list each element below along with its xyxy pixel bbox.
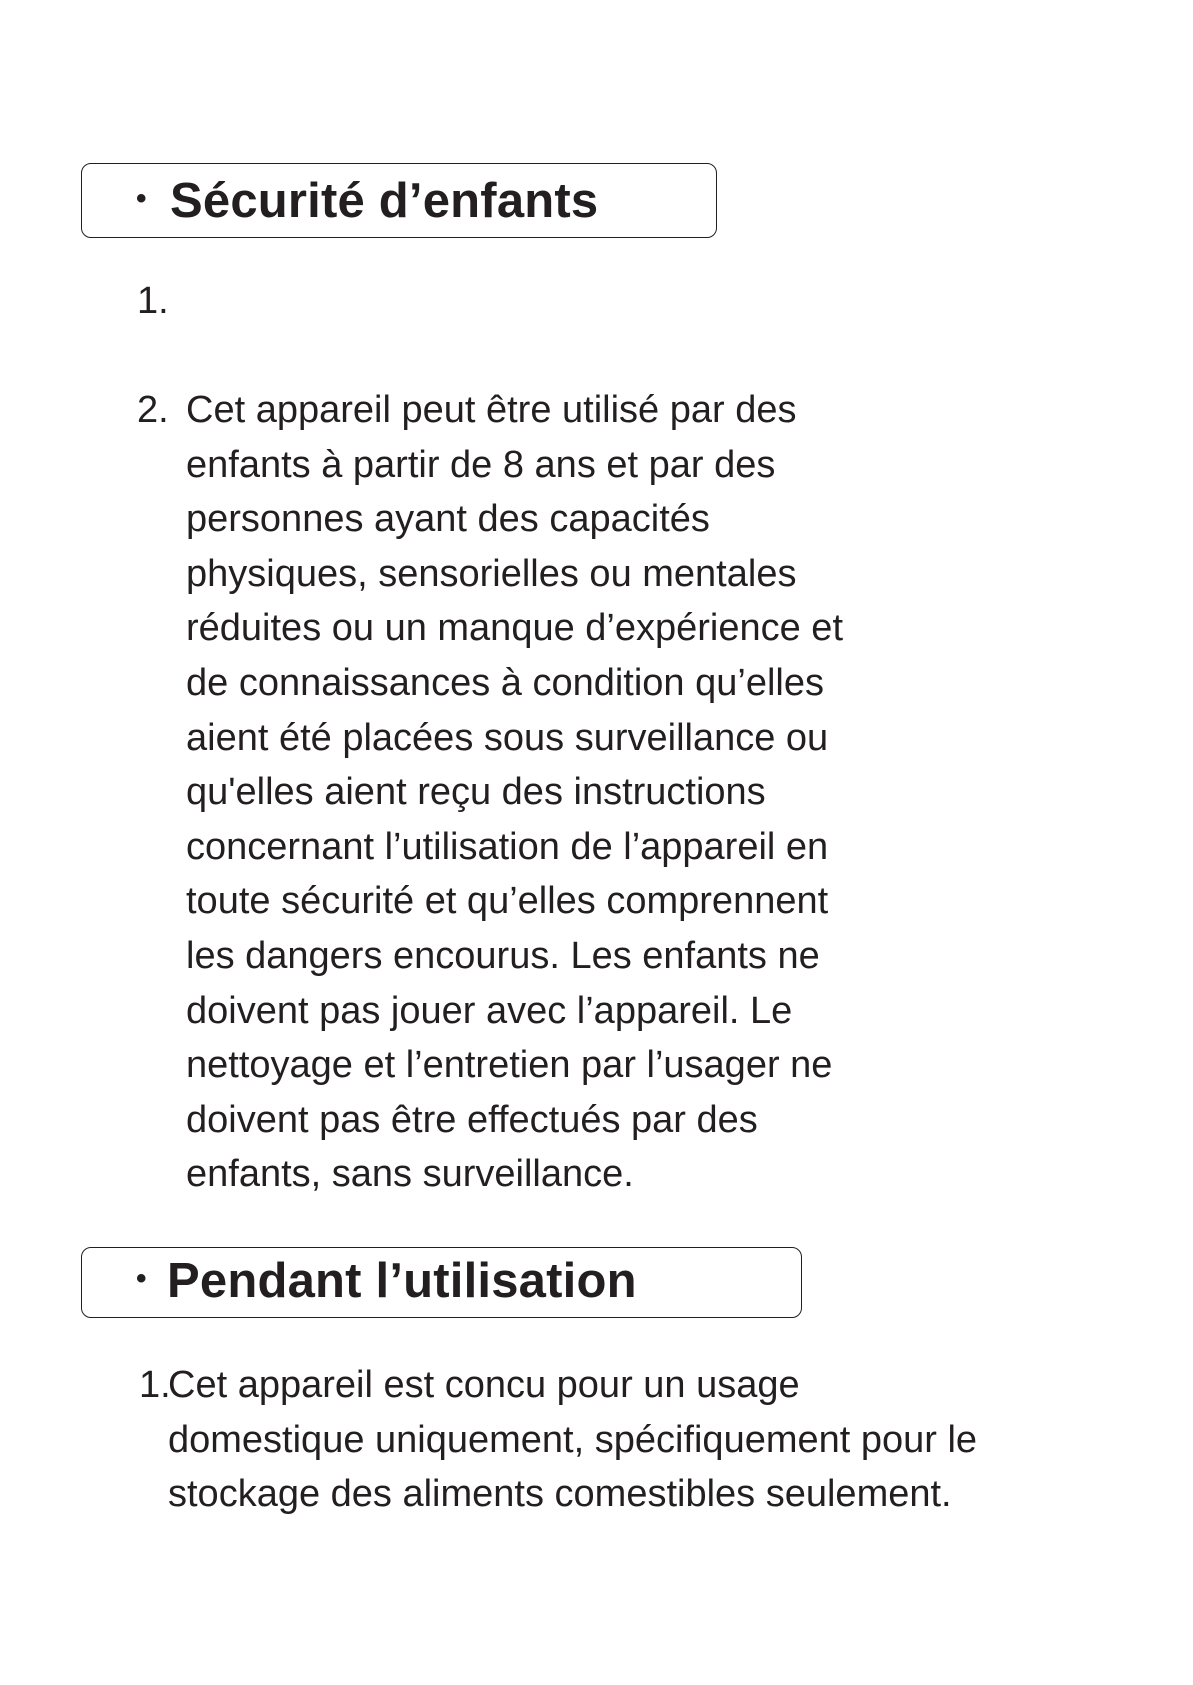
item-text	[168, 1358, 977, 1522]
text-line: enfants à partir de 8 ans et par des	[186, 443, 776, 486]
text-line: de connaissances à condition qu’elles	[186, 661, 824, 704]
text-line: concernant l’utilisation de l’appareil en	[186, 825, 829, 868]
text-line: domestique uniquement, spécifiquement pour le	[168, 1418, 978, 1461]
text-line: physiques, sensorielles ou mentales	[186, 552, 797, 595]
bullet-icon: •	[136, 1262, 147, 1295]
text-line: stockage des aliments comestibles seulement.	[168, 1473, 952, 1516]
section-header-child-safety	[81, 163, 717, 238]
item-number: 1.	[139, 1364, 171, 1406]
text-line: nettoyage et l’entretien par l’usager ne	[186, 1044, 833, 1087]
text-line: réduites ou un manque d’expérience et	[186, 607, 844, 650]
text-line: toute sécurité et qu’elles comprennent	[186, 880, 829, 923]
text-line: qu'elles aient reçu des instructions	[186, 771, 766, 814]
section-heading: Pendant l’utilisation	[167, 1254, 637, 1308]
bullet-icon: •	[136, 182, 147, 215]
section-header-during-use	[81, 1247, 802, 1318]
item-number: 2.	[137, 389, 169, 431]
section-heading: Sécurité d’enfants	[170, 174, 599, 228]
item-text	[186, 383, 843, 1202]
text-line: doivent pas être effectués par des	[186, 1098, 758, 1141]
text-line: doivent pas jouer avec l’appareil. Le	[186, 989, 793, 1032]
text-line: personnes ayant des capacités	[186, 498, 710, 541]
text-line: aient été placées sous surveillance ou	[186, 716, 829, 759]
text-line: Cet appareil peut être utilisé par des	[186, 389, 797, 431]
text-line: enfants, sans surveillance.	[186, 1153, 634, 1196]
item-number: 1.	[137, 280, 169, 322]
text-line: Cet appareil est concu pour un usage	[168, 1364, 800, 1406]
text-line: les dangers encourus. Les enfants ne	[186, 934, 820, 977]
